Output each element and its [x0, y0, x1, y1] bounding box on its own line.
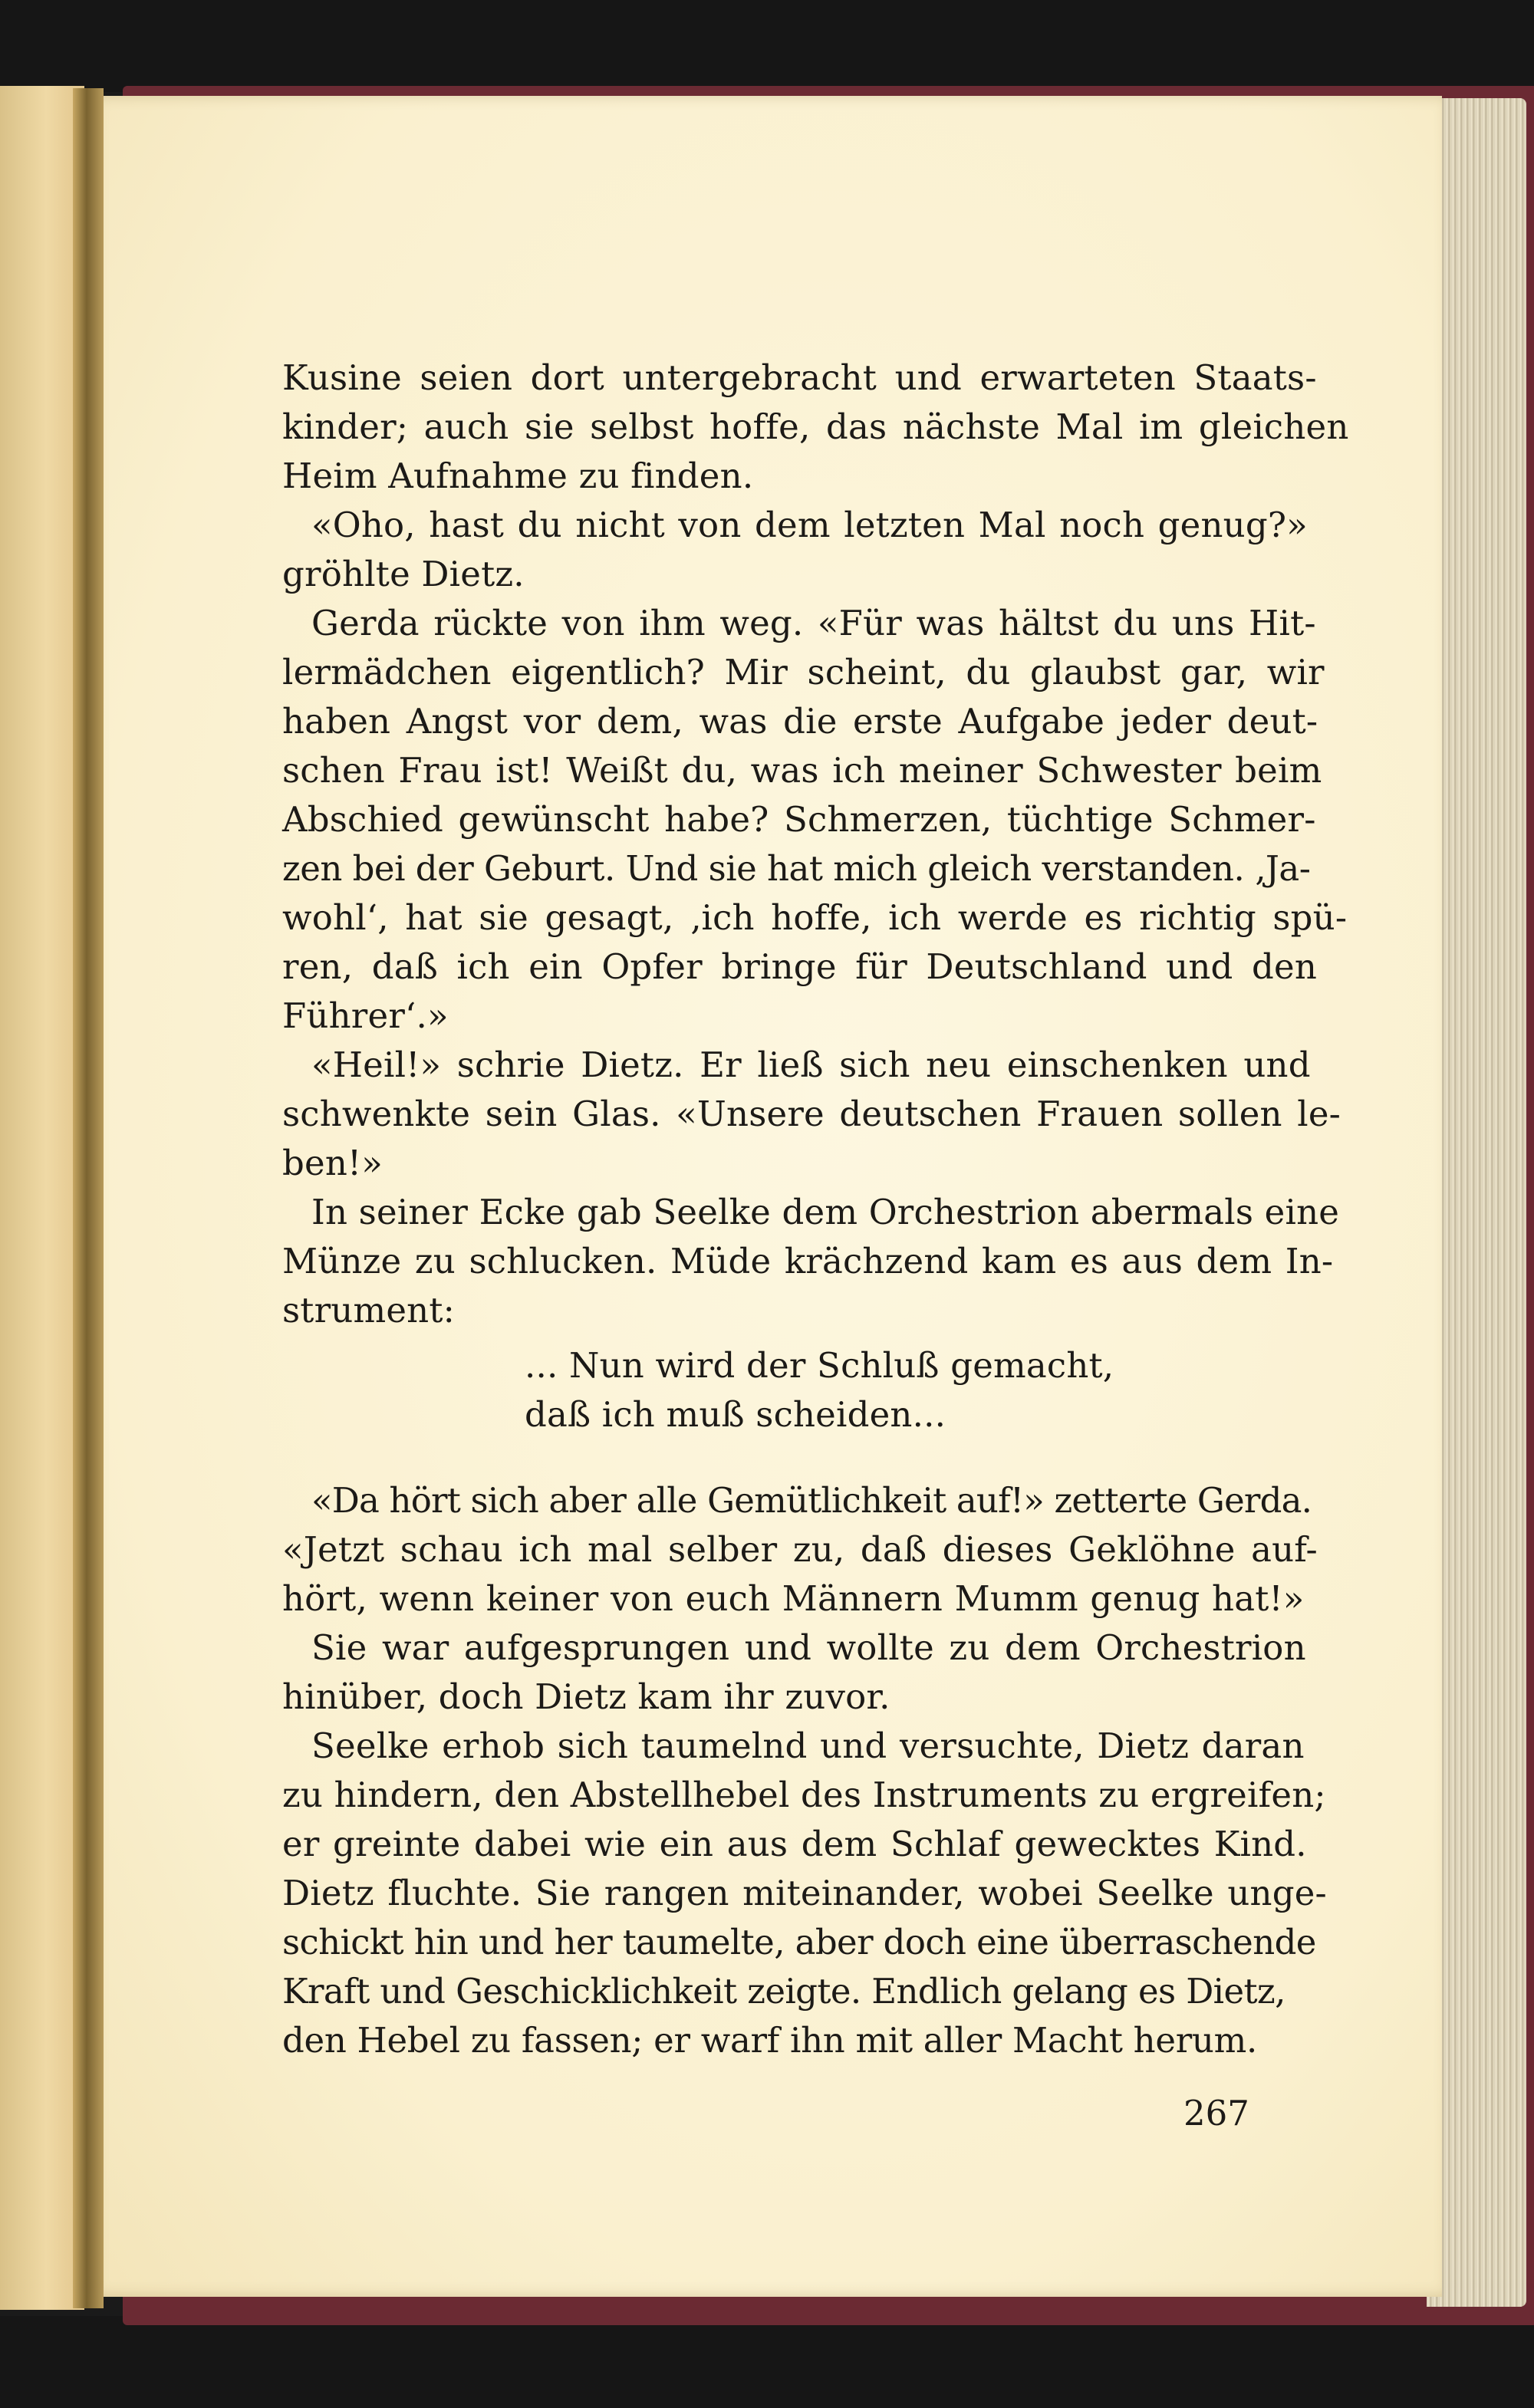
text-line: strument: — [282, 1290, 455, 1331]
text-line: «Jetzt schau ich mal selber zu, daß dieses Geklöhne auf- — [282, 1529, 1318, 1570]
text-line: gröhlte Dietz. — [282, 554, 525, 594]
text-line: Kraft und Geschicklichkeit zeigte. Endlich gelang es Dietz, — [282, 1971, 1285, 2012]
text-line: Seelke erhob sich taumelnd und versuchte, Dietz daran — [311, 1725, 1305, 1766]
verse-line: daß ich muß scheiden... — [525, 1394, 946, 1435]
text-line: hinüber, doch Dietz kam ihr zuvor. — [282, 1676, 890, 1717]
text-line: ren, daß ich ein Opfer bringe für Deutschland und den — [282, 946, 1318, 987]
verse-line: ... Nun wird der Schluß gemacht, — [525, 1345, 1114, 1386]
book-page — [88, 96, 1442, 2297]
text-line: Führer‘.» — [282, 995, 449, 1036]
text-line: Sie war aufgesprungen und wollte zu dem Orchestrion — [311, 1627, 1306, 1668]
text-line: zu hindern, den Abstellhebel des Instruments zu ergreifen; — [282, 1775, 1326, 1815]
text-line: Kusine seien dort untergebracht und erwarteten Staats- — [282, 357, 1317, 398]
text-line: schen Frau ist! Weißt du, was ich meiner Schwester beim — [282, 750, 1322, 791]
book-gutter — [73, 88, 104, 2308]
text-line: zen bei der Geburt. Und sie hat mich gleich verstanden. ‚Ja- — [282, 848, 1311, 889]
text-line: lermädchen eigentlich? Mir scheint, du glaubst gar, wir — [282, 652, 1325, 692]
text-line: «Da hört sich aber alle Gemütlichkeit auf!» zetterte Gerda. — [311, 1480, 1312, 1521]
text-line: schickt hin und her taumelte, aber doch eine überraschende — [282, 1922, 1316, 1962]
text-line: Gerda rückte von ihm weg. «Für was hältst du uns Hit- — [311, 603, 1316, 643]
text-line: er greinte dabei wie ein aus dem Schlaf gewecktes Kind. — [282, 1824, 1307, 1864]
text-line: Münze zu schlucken. Müde krächzend kam es aus dem In- — [282, 1241, 1334, 1281]
text-line: In seiner Ecke gab Seelke dem Orchestrion abermals eine — [311, 1192, 1340, 1232]
text-line: «Oho, hast du nicht von dem letzten Mal noch genug?» — [311, 505, 1308, 545]
previous-page-edge — [0, 86, 84, 2310]
scan-border-bottom — [0, 2316, 1534, 2408]
text-line: haben Angst vor dem, was die erste Aufgabe jeder deut- — [282, 701, 1318, 742]
page-number: 267 — [1183, 2093, 1249, 2133]
text-line: schwenkte sein Glas. «Unsere deutschen Frauen sollen le- — [282, 1094, 1341, 1134]
text-line: den Hebel zu fassen; er warf ihn mit aller Macht herum. — [282, 2020, 1257, 2061]
text-line: Abschied gewünscht habe? Schmerzen, tüchtige Schmer- — [282, 799, 1316, 840]
text-line: wohl‘, hat sie gesagt, ‚ich hoffe, ich werde es richtig spü- — [282, 897, 1348, 938]
scan-border-top — [0, 0, 1534, 92]
text-line: Heim Aufnahme zu finden. — [282, 456, 754, 496]
text-line: ben!» — [282, 1143, 384, 1183]
text-line: hört, wenn keiner von euch Männern Mumm genug hat!» — [282, 1578, 1305, 1619]
text-line: kinder; auch sie selbst hoffe, das nächste Mal im gleichen — [282, 406, 1349, 447]
text-line: Dietz fluchte. Sie rangen miteinander, wobei Seelke unge- — [282, 1873, 1327, 1913]
text-line: «Heil!» schrie Dietz. Er ließ sich neu einschenken und — [311, 1044, 1311, 1085]
